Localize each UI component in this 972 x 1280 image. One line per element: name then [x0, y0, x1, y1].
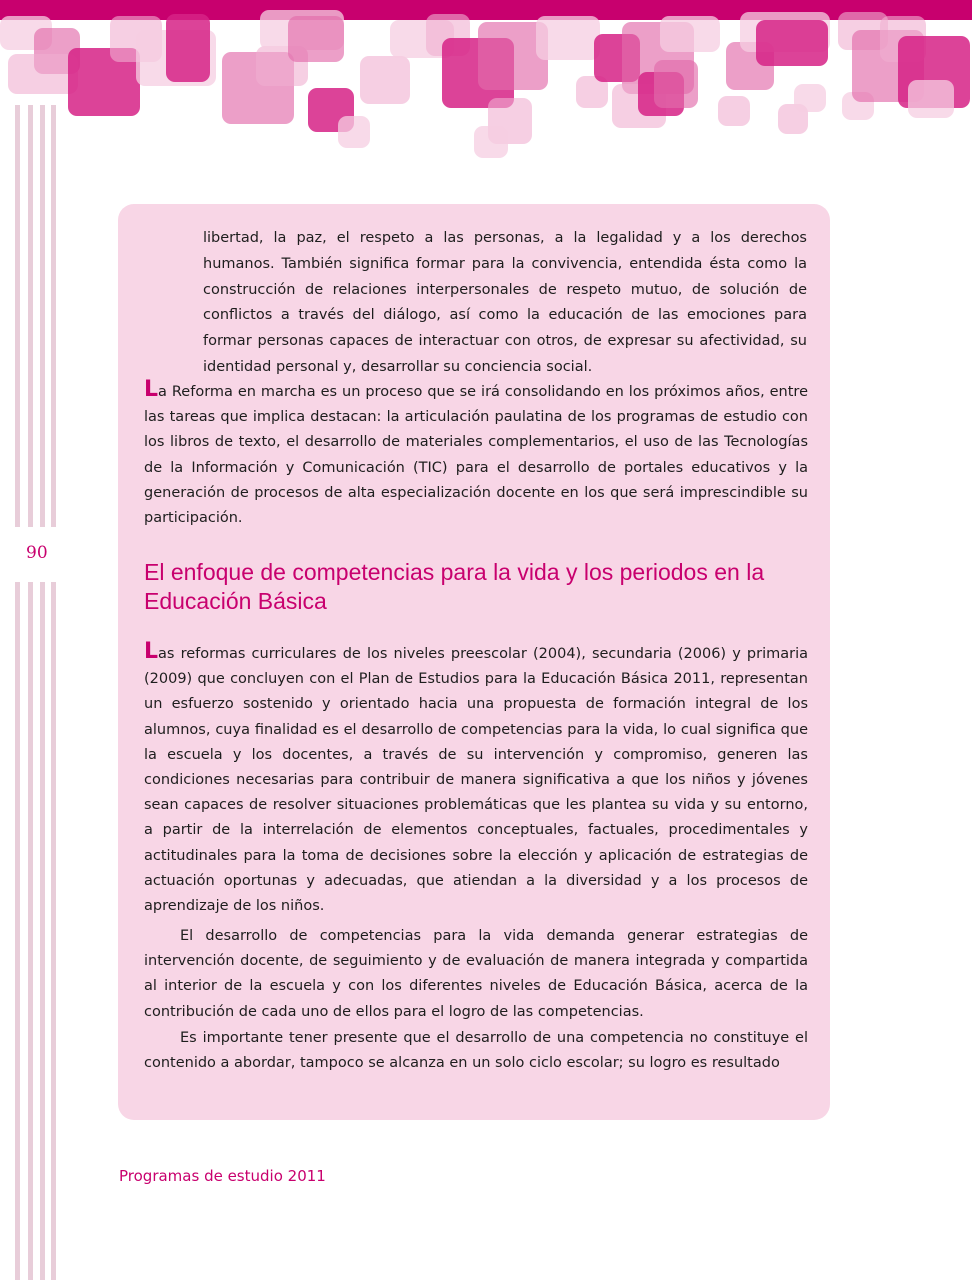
quote-block: libertad, la paz, el respeto a las personas, a la legalidad y a los derechos humanos. También significa formar para la convivencia, entendida ésta como la construcción de relaciones interpersonales de respeto mutuo, de solución de conflictos a través del diálogo, así como la educación de las emociones para formar personas capaces de interactuar con otros, de expresar su afectividad, su identidad personal y, desarrollar su conciencia social.	[203, 230, 807, 375]
footer-title: Programas de estudio 2011	[119, 1167, 326, 1185]
competencies-paragraph	[144, 641, 808, 919]
page-number: 90	[26, 543, 48, 563]
competencies-paragraph-text: as reformas curriculares de los niveles preescolar (2004), secundaria (2006) y primaria (2009) que concluyen con el Plan de Estudios para la Educación Básica 2011, representan un esfuerzo sostenido y orientado hacia una propuesta de formación integral de los alumnos, cuya finalidad es el desarrollo de competencias para la vida, lo cual significa que la escuela y los docentes, a través de su intervención y compromiso, generen las condiciones necesarias para contribuir de manera significativa a que los niños y jóvenes sean capaces de resolver situaciones problemáticas que les plantea su vida y su entorno, a partir de la interrelación de elementos conceptuales, factuales, procedimentales y actitudinales para la toma de decisiones sobre la elección y aplicación de estrategias de actuación oportunas y adecuadas, que atiendan a la diversidad y a los procesos de aprendizaje de los niños.	[144, 646, 808, 915]
reform-paragraph	[144, 379, 808, 531]
importance-paragraph: Es importante tener presente que el desarrollo de una competencia no constituye el contenido a abordar, tampoco se alcanza en un solo ciclo escolar; su logro es resultado	[144, 1030, 808, 1072]
development-paragraph: El desarrollo de competencias para la vida demanda generar estrategias de intervención docente, de seguimiento y de evaluación de manera integrada y compartida al interior de la escuela y con los diferentes niveles de Educación Básica, acerca de la contribución de cada uno de ellos para el logro de las competencias.	[144, 928, 808, 1020]
header-decorative-squares	[0, 0, 972, 170]
section-heading: El enfoque de competencias para la vida y los periodos en la Educación Básica	[144, 559, 765, 614]
reform-paragraph-text: a Reforma en marcha es un proceso que se irá consolidando en los próximos años, entre las tareas que implica destacan: la articulación paulatina de los programas de estudio con los libros de texto, el desarrollo de materiales complementarios, el uso de las Tecnologías de la Información y Comunicación (TIC) para el desarrollo de portales educativos y la generación de procesos de alta especialización docente en los que será imprescindible su participación.	[144, 384, 808, 527]
left-margin-stripes	[0, 105, 60, 1280]
drop-cap: L	[144, 639, 159, 664]
drop-cap: L	[144, 377, 159, 402]
